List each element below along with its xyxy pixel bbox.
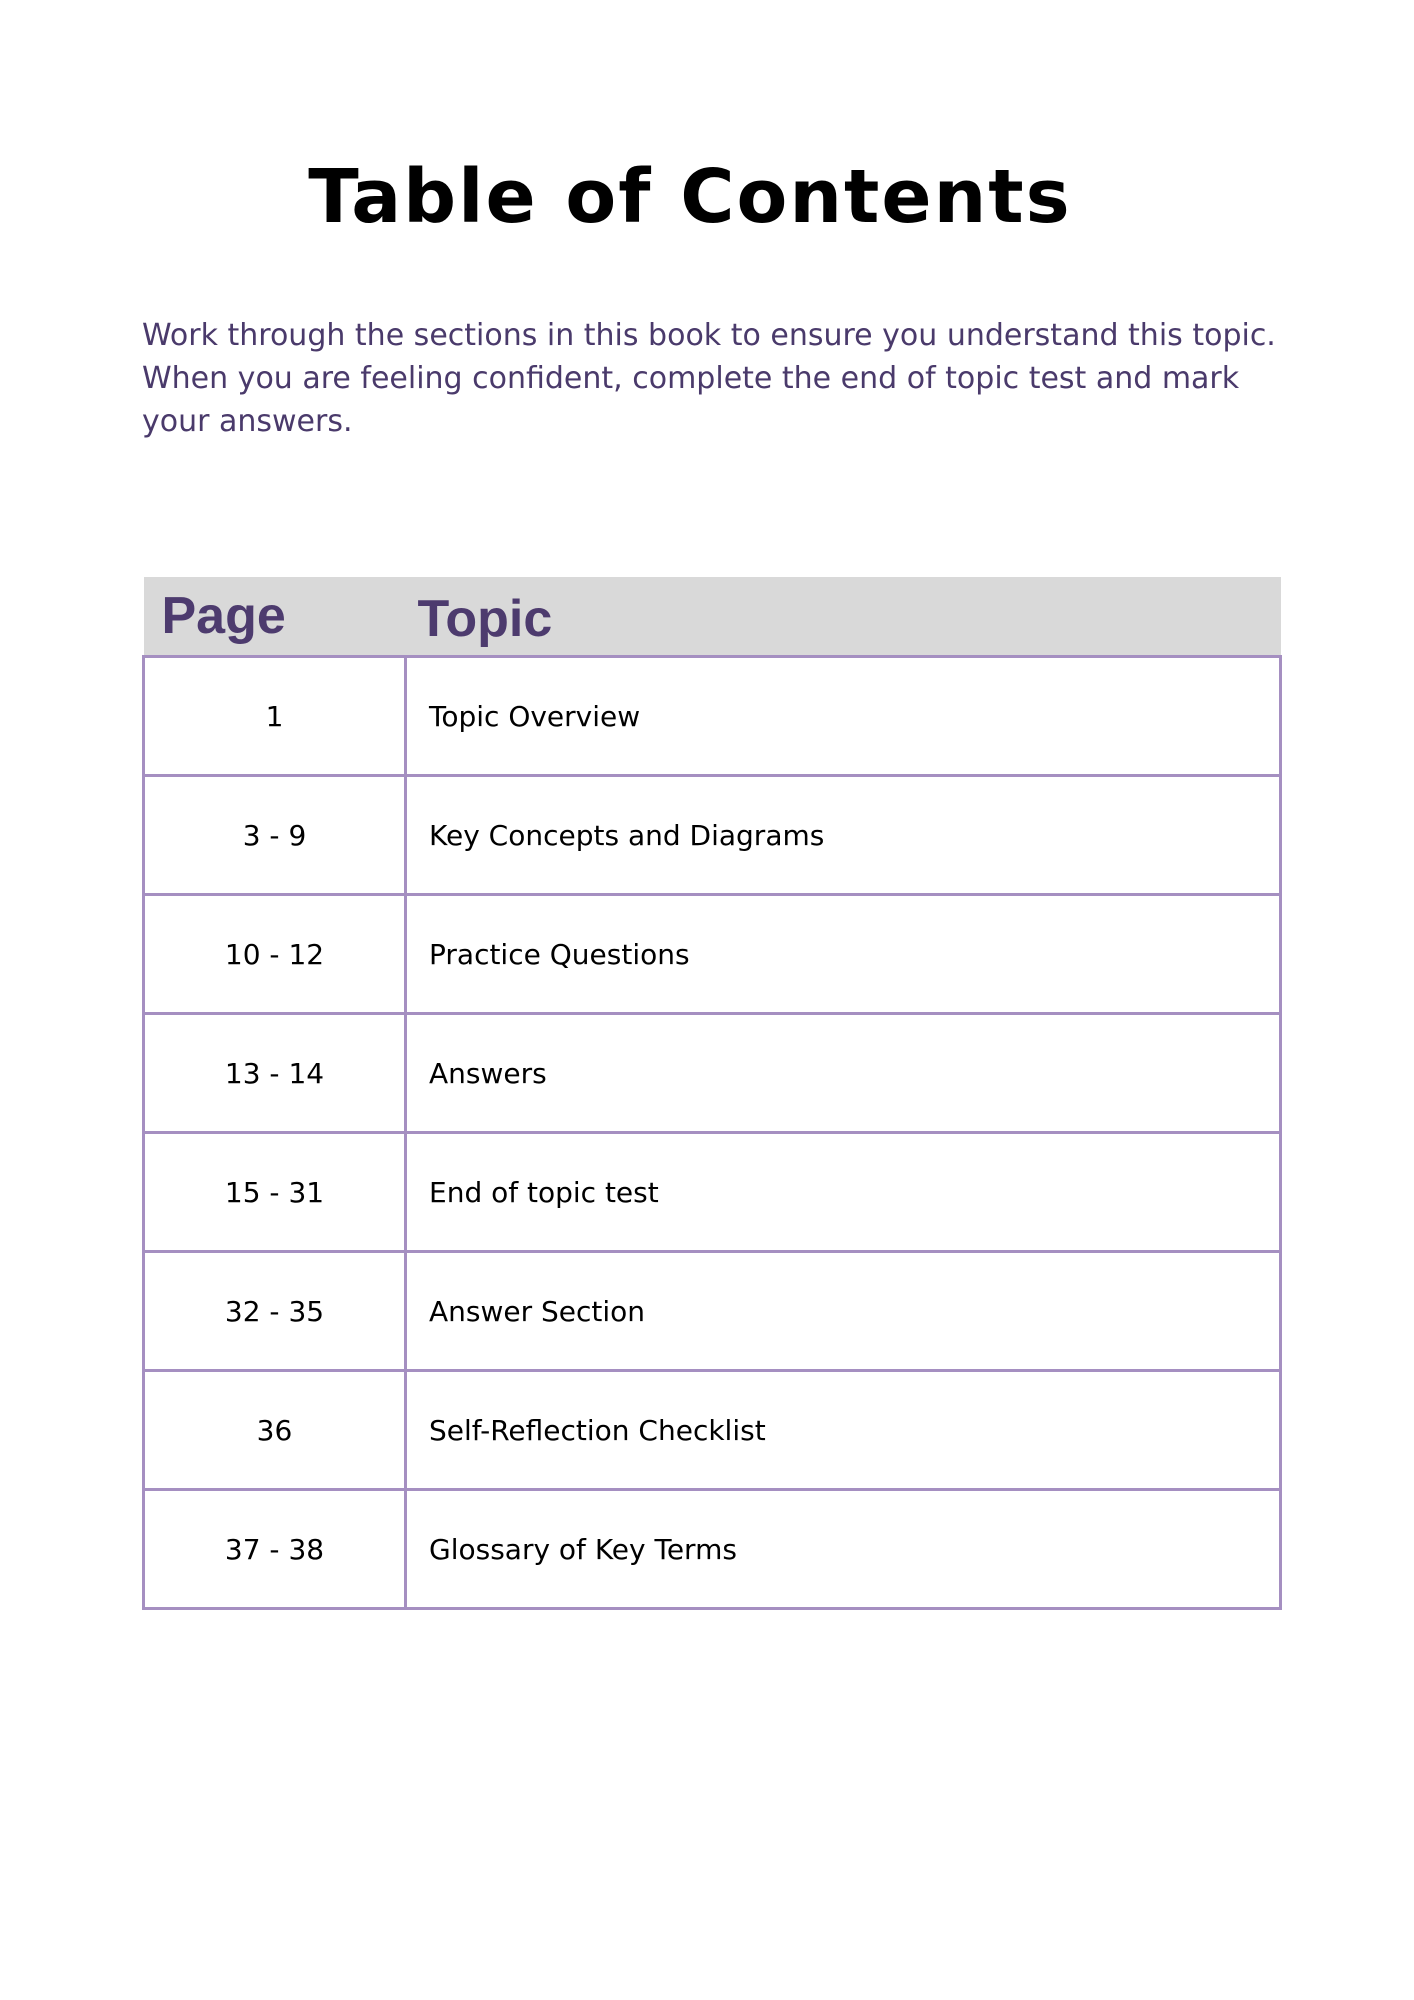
column-header-page: Page	[144, 577, 406, 657]
page-cell: 37 - 38	[144, 1490, 406, 1609]
table-row	[144, 895, 1281, 1014]
topic-cell: End of topic test	[406, 1133, 1281, 1252]
column-header-topic: Topic	[406, 577, 1281, 657]
page-cell: 1	[144, 657, 406, 776]
page-cell: 3 - 9	[144, 776, 406, 895]
table-row	[144, 1252, 1281, 1371]
table-row	[144, 657, 1281, 776]
topic-cell: Glossary of Key Terms	[406, 1490, 1281, 1609]
intro-text: Work through the sections in this book to ensure you understand this topic. When you are feeling confident, complete the end of topic test and mark your answers.	[142, 318, 1276, 439]
topic-cell: Key Concepts and Diagrams	[406, 776, 1281, 895]
topic-cell: Topic Overview	[406, 657, 1281, 776]
table-header-row	[144, 577, 1281, 657]
topic-cell: Answer Section	[406, 1252, 1281, 1371]
table-row	[144, 776, 1281, 895]
page-cell: 15 - 31	[144, 1133, 406, 1252]
page-cell: 13 - 14	[144, 1014, 406, 1133]
topic-cell: Self-Reflection Checklist	[406, 1371, 1281, 1490]
toc-table	[142, 577, 1282, 1610]
table-row	[144, 1014, 1281, 1133]
page-cell: 32 - 35	[144, 1252, 406, 1371]
table-row	[144, 1371, 1281, 1490]
table-row	[144, 1490, 1281, 1609]
topic-cell: Practice Questions	[406, 895, 1281, 1014]
table-row	[144, 1133, 1281, 1252]
page-cell: 36	[144, 1371, 406, 1490]
page-title: Table of Contents	[308, 154, 1072, 240]
topic-cell: Answers	[406, 1014, 1281, 1133]
page-cell: 10 - 12	[144, 895, 406, 1014]
